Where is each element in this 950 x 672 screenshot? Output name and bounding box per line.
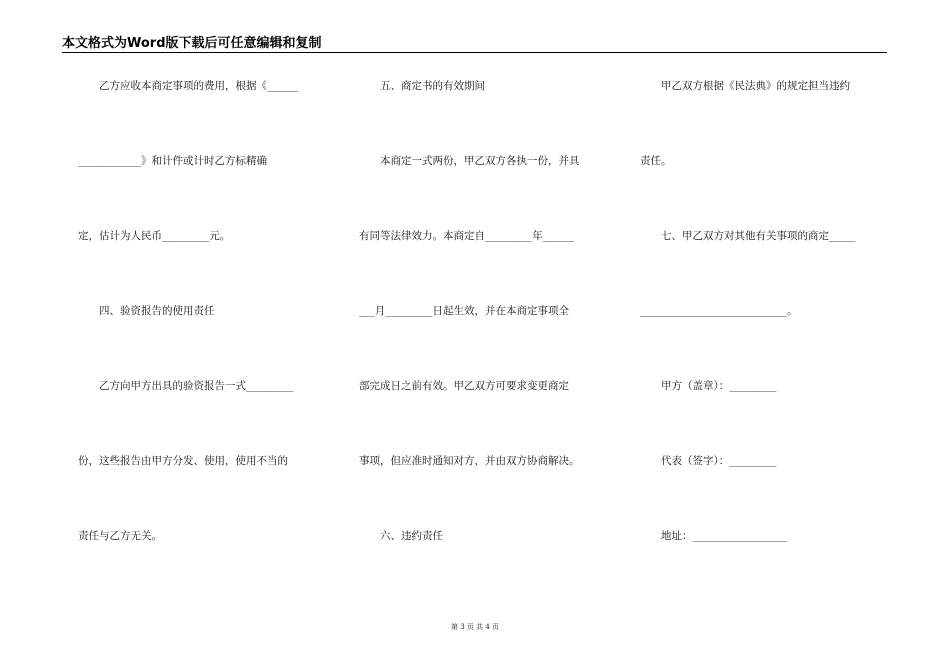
column-3-line-5: 甲方（盖章）：_________ [640,380,777,392]
column-1-line-4: 四、验资报告的使用责任 [78,305,215,317]
column-1-line-5: 乙方向甲方出具的验资报告一式_________ [78,380,294,392]
column-1-line-7: 责任与乙方无关。 [78,530,162,542]
column-2-line-7: 六、违约责任 [359,530,443,542]
header-divider [62,52,887,53]
column-2-line-3: 有同等法律效力。本商定自_________年______ [359,230,575,242]
column-1-line-3: 定，估计为人民币_________元。 [78,230,231,242]
column-2-line-4: ___月_________日起生效，并在本商定事项全 [359,305,569,317]
column-3-line-6: 代表（签字）：_________ [640,455,777,467]
column-2-line-6: 事项，但应准时通知对方，并由双方协商解决。 [359,455,580,467]
column-1-line-2: ____________》和计件或计时乙方标精确 [78,155,267,167]
column-3-line-1: 甲乙双方根据《民法典》的规定担当违约 [640,80,850,92]
document-header-title: 本文格式为Word版下载后可任意编辑和复制 [62,36,322,51]
column-3-line-7: 地址：__________________ [640,530,787,542]
column-3-line-3: 七、甲乙双方对其他有关事项的商定_____ [640,230,856,242]
column-3-line-2: 责任。 [640,155,672,167]
column-2-line-1: 五、商定书的有效期间 [359,80,485,92]
column-2-line-2: 本商定一式两份，甲乙双方各执一份，并具 [359,155,580,167]
column-1-line-1: 乙方应收本商定事项的费用，根据《______ [78,80,299,92]
column-2-line-5: 部完成日之前有效。甲乙双方可要求变更商定 [359,380,569,392]
page-number-footer: 第 3 页 共 4 页 [450,623,500,631]
column-3-line-4: ____________________________。 [640,305,798,317]
column-1-line-6: 份，这些报告由甲方分发、使用，使用不当的 [78,455,288,467]
